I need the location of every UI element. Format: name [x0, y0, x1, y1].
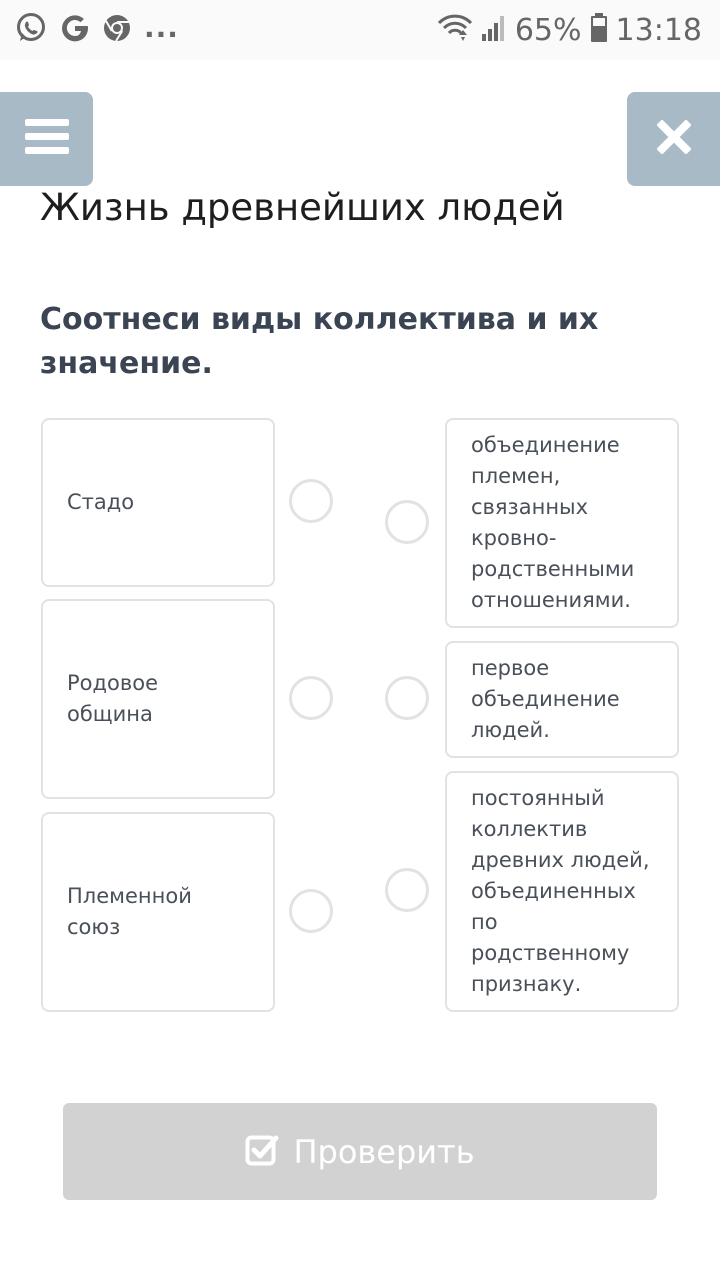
definition-label: первое объединение людей.	[471, 656, 620, 742]
definition-label: постоянный коллектив древних людей, объединенных по родственному признаку.	[471, 786, 650, 996]
term-label: Племенной союз	[67, 884, 192, 939]
checkbox-checked-icon	[245, 1133, 279, 1171]
close-button[interactable]	[627, 92, 720, 186]
definition-connector[interactable]	[385, 676, 429, 720]
definition-connector[interactable]	[385, 500, 429, 544]
google-icon	[60, 13, 90, 47]
definition-label: объединение племен, связанных кровно-родственными отношениями.	[471, 433, 635, 612]
definition-connector[interactable]	[385, 868, 429, 912]
term-card[interactable]	[41, 812, 275, 1012]
more-notifications: ...	[144, 10, 179, 44]
status-bar-notifications	[14, 10, 179, 50]
close-icon	[657, 120, 691, 158]
term-card[interactable]	[41, 599, 275, 799]
term-label: Родовое община	[67, 671, 159, 726]
status-bar	[0, 0, 720, 60]
definition-card[interactable]	[445, 641, 679, 758]
term-label: Стадо	[67, 490, 135, 514]
term-connector[interactable]	[289, 889, 333, 933]
question-text: Соотнеси виды коллектива и их значение.	[40, 302, 599, 381]
term-connector[interactable]	[289, 479, 333, 523]
wifi-icon	[437, 13, 473, 47]
whatsapp-icon	[14, 11, 48, 49]
menu-button[interactable]	[0, 92, 93, 186]
battery-percent: 65%	[514, 12, 582, 48]
check-button-label: Проверить	[293, 1132, 475, 1171]
battery-icon	[590, 13, 608, 47]
hamburger-icon	[25, 119, 69, 159]
term-connector[interactable]	[289, 676, 333, 720]
status-bar-system	[437, 10, 702, 50]
definition-card[interactable]	[445, 418, 679, 628]
definition-card[interactable]	[445, 771, 679, 1012]
signal-icon	[481, 14, 507, 46]
lesson-title: Жизнь древнейших людей	[40, 186, 565, 229]
chrome-icon	[102, 13, 132, 47]
term-card[interactable]	[41, 418, 275, 587]
check-button[interactable]	[63, 1103, 657, 1200]
clock: 13:18	[615, 12, 702, 48]
